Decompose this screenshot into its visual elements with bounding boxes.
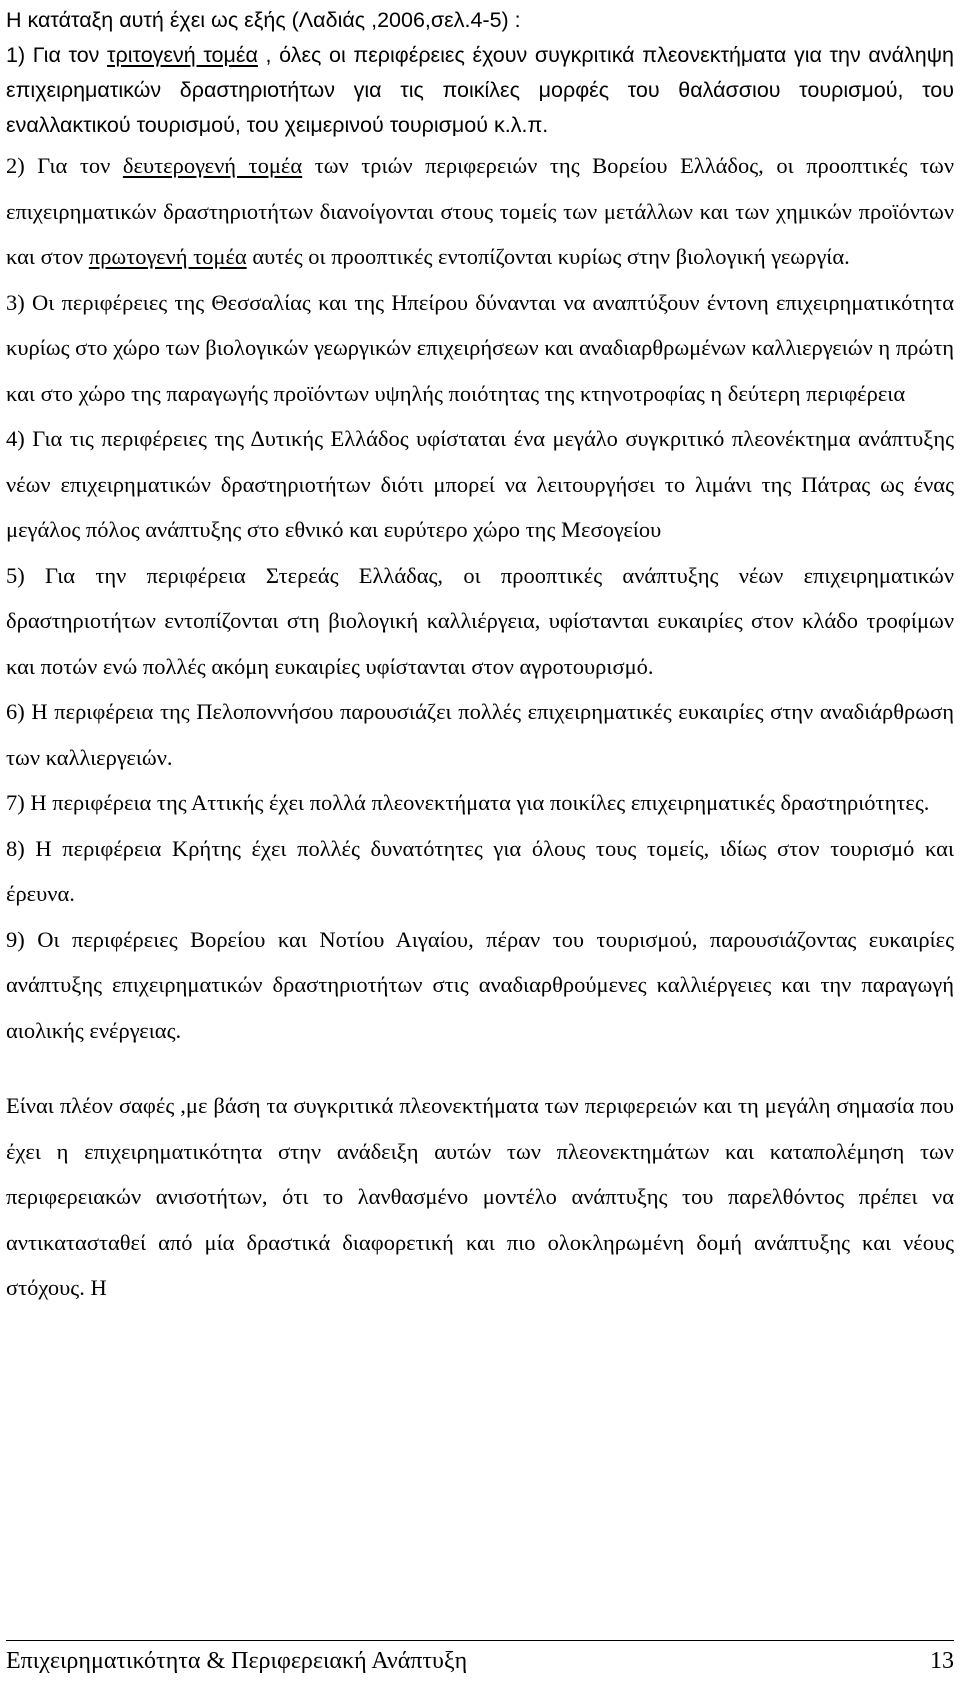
list-item-5: 5) Για την περιφέρεια Στερεάς Ελλάδας, οι προοπτικές ανάπτυξης νέων επιχειρηματικών δραστηριοτήτων εντοπίζονται στη βιολογική καλλιέργεια, υφίστανται ευκαιρίες στον κλάδο τροφίμων και ποτών ενώ πολλές ακόμη ευκαιρίες υφίστανται στον αγροτουρισμό.: [6, 562, 954, 679]
conclusion-paragraph: Είναι πλέον σαφές ,με βάση τα συγκριτικά πλεονεκτήματα των περιφερειών και τη μεγάλη σημασία που έχει η επιχειρηματικότητα στην ανάδειξη αυτών των πλεονεκτημάτων και καταπολέμηση των περιφερειακών ανισοτήτων, ότι το λανθασμένο μοντέλο ανάπτυξης του παρελθόντος πρέπει να αντικατασταθεί από μία δραστικά διαφορετική και πιο ολοκληρωμένη δομή ανάπτυξης και νέους στόχους. Η: [6, 1093, 954, 1300]
list-item-1-text: , όλες οι περιφέρειες έχουν συγκριτικά πλεονεκτήματα για την ανάληψη επιχειρηματικών δραστηριοτήτων για τις ποικίλες μορφές του θαλάσσιου τουρισμού, του εναλλακτικού τουρισμού, του χειμερινού τουρισμού κ.λ.π.: [6, 43, 954, 137]
tertiary-sector-term: τριτογενή τομέα: [107, 43, 258, 67]
page-number: 13: [930, 1648, 954, 1674]
list-item-4: 4) Για τις περιφέρειες της Δυτικής Ελλάδος υφίσταται ένα μεγάλο συγκριτικό πλεονέκτημα ανάπτυξης νέων επιχειρηματικών δραστηριοτήτων διότι μπορεί να λειτουργήσει το λιμάνι της Πάτρας ως ένας μεγάλος πόλος ανάπτυξης στο εθνικό και ευρύτερο χώρο της Μεσογείου: [6, 426, 954, 542]
footer-title: Επιχειρηματικότητα & Περιφερειακή Ανάπτυξη: [6, 1648, 468, 1674]
list-item-8: 8) Η περιφέρεια Κρήτης έχει πολλές δυνατότητες για όλους τους τομείς, ιδίως στον τουρισμό και έρευνα.: [6, 835, 954, 906]
section-heading: Η κατάταξη αυτή έχει ως εξής (Λαδιάς ,2006,σελ.4-5) :: [6, 8, 521, 32]
primary-sector-term: πρωτογενή τομέα: [88, 244, 247, 269]
paragraph-spacer: [6, 1053, 954, 1083]
list-item-2-text: των τριών περιφερειών της Βορείου Ελλάδος, οι προοπτικές των επιχειρηματικών δραστηριοτήτων διανοίγονται στους τομείς των μετάλλων και των χημικών προϊόντων και στον: [6, 153, 955, 269]
list-item-2-prefix: 2) Για τον: [6, 153, 123, 178]
list-item-2-ending: αυτές οι προοπτικές εντοπίζονται κυρίως στην βιολογική γεωργία.: [246, 244, 850, 269]
document-body: [6, 0, 954, 1311]
list-item-3: 3) Οι περιφέρειες της Θεσσαλίας και της Ηπείρου δύνανται να αναπτύξουν έντονη επιχειρηματικότητα κυρίως στο χώρο των βιολογικών γεωργικών επιχειρήσεων και αναδιαρθρωμένων καλλιεργειών η πρώτη και στο χώρο της παραγωγής προϊόντων υψηλής ποιότητας της κτηνοτροφίας η δεύτερη περιφέρεια: [6, 289, 954, 406]
list-item-2: [6, 143, 954, 280]
page-footer: [6, 1640, 954, 1681]
list-item-9: 9) Οι περιφέρειες Βορείου και Νοτίου Αιγαίου, πέραν του τουρισμού, παρουσιάζοντας ευκαιρίες ανάπτυξης επιχειρηματικών δραστηριοτήτων στις αναδιαρθρούμενες καλλιέργειες και την παραγωγή αιολικής ενέργειας.: [6, 926, 954, 1043]
secondary-sector-term: δευτερογενή τομέα: [122, 153, 303, 178]
list-item-1: [6, 38, 954, 143]
list-item-7: 7) Η περιφέρεια της Αττικής έχει πολλά πλεονεκτήματα για ποικίλες επιχειρηματικές δραστηριότητες.: [6, 790, 930, 815]
list-item-6: 6) Η περιφέρεια της Πελοποννήσου παρουσιάζει πολλές επιχειρηματικές ευκαιρίες στην αναδιάρθρωση των καλλιεργειών.: [6, 699, 954, 770]
list-item-1-prefix: 1) Για τον: [6, 43, 108, 67]
